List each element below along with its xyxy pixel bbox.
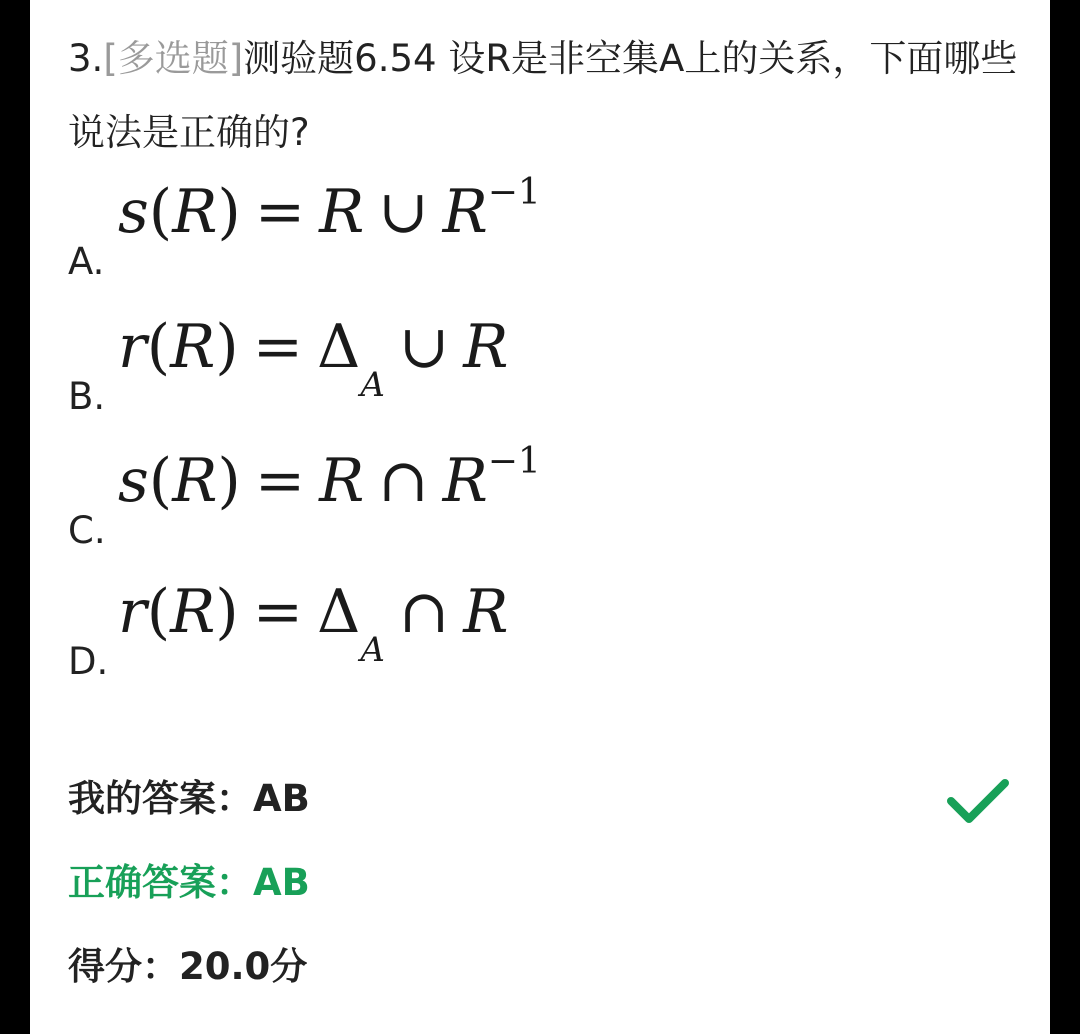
checkmark-icon bbox=[945, 775, 1011, 829]
score-value: 20.0分 bbox=[179, 945, 308, 988]
formula-term-b: R bbox=[442, 446, 488, 516]
option-letter: C. bbox=[68, 509, 106, 552]
option-formula: s(R) = R ∩ $R^{-1}$ bbox=[118, 441, 541, 516]
formula-operator: ∪ bbox=[398, 312, 450, 382]
option-formula: $r(R) = \Delta_A\cap$ R bbox=[118, 577, 509, 670]
formula-term-b: R bbox=[463, 577, 509, 647]
formula-arg: R bbox=[172, 177, 218, 247]
question-number: 3. bbox=[68, 37, 104, 80]
option-formula: $r(R) = \Delta_A\cup$ R bbox=[118, 312, 509, 405]
formula-fn: s bbox=[118, 446, 149, 516]
formula-fn: r bbox=[118, 577, 147, 647]
formula-fn: s bbox=[118, 177, 149, 247]
question-text-block bbox=[68, 22, 1028, 170]
my-answer-row bbox=[68, 774, 310, 824]
option-d[interactable] bbox=[68, 572, 968, 682]
formula-term-b: R bbox=[463, 312, 509, 382]
option-c[interactable] bbox=[68, 441, 968, 551]
question-type-tag: [多选题] bbox=[103, 37, 244, 80]
formula-subscript: A bbox=[360, 630, 385, 670]
formula-subscript: A bbox=[360, 365, 385, 405]
option-b[interactable] bbox=[68, 307, 968, 417]
option-formula: s(R) = R ∪ $R^{-1}$ bbox=[118, 172, 541, 247]
question-card bbox=[30, 0, 1050, 1034]
my-answer-value: AB bbox=[253, 777, 310, 820]
formula-operator: ∩ bbox=[378, 446, 429, 516]
question-body: 测验题6.54 设R是非空集A上的关系，下面哪些说法是正确的? bbox=[68, 37, 1018, 154]
formula-arg: R bbox=[172, 446, 218, 516]
formula-arg: R bbox=[170, 577, 216, 647]
score-label: 得分： bbox=[68, 945, 179, 988]
correct-answer-label: 正确答案： bbox=[68, 861, 253, 904]
correct-answer-row bbox=[68, 858, 310, 908]
formula-term-a: R bbox=[319, 446, 365, 516]
option-a[interactable] bbox=[68, 172, 968, 282]
option-letter: A. bbox=[68, 240, 105, 283]
formula-operator: ∪ bbox=[378, 177, 429, 247]
formula-term-a: R bbox=[319, 177, 365, 247]
formula-term-a: Δ bbox=[317, 577, 361, 647]
formula-term-a: Δ bbox=[317, 312, 361, 382]
option-letter: B. bbox=[68, 375, 106, 418]
my-answer-label: 我的答案： bbox=[68, 777, 253, 820]
option-letter: D. bbox=[68, 640, 109, 683]
formula-superscript: −1 bbox=[487, 441, 541, 482]
formula-arg: R bbox=[170, 312, 216, 382]
correct-answer-value: AB bbox=[253, 861, 310, 904]
formula-operator: ∩ bbox=[398, 577, 450, 647]
formula-term-b: R bbox=[442, 177, 488, 247]
formula-superscript: −1 bbox=[487, 172, 541, 213]
score-row bbox=[68, 942, 307, 992]
formula-fn: r bbox=[118, 312, 147, 382]
